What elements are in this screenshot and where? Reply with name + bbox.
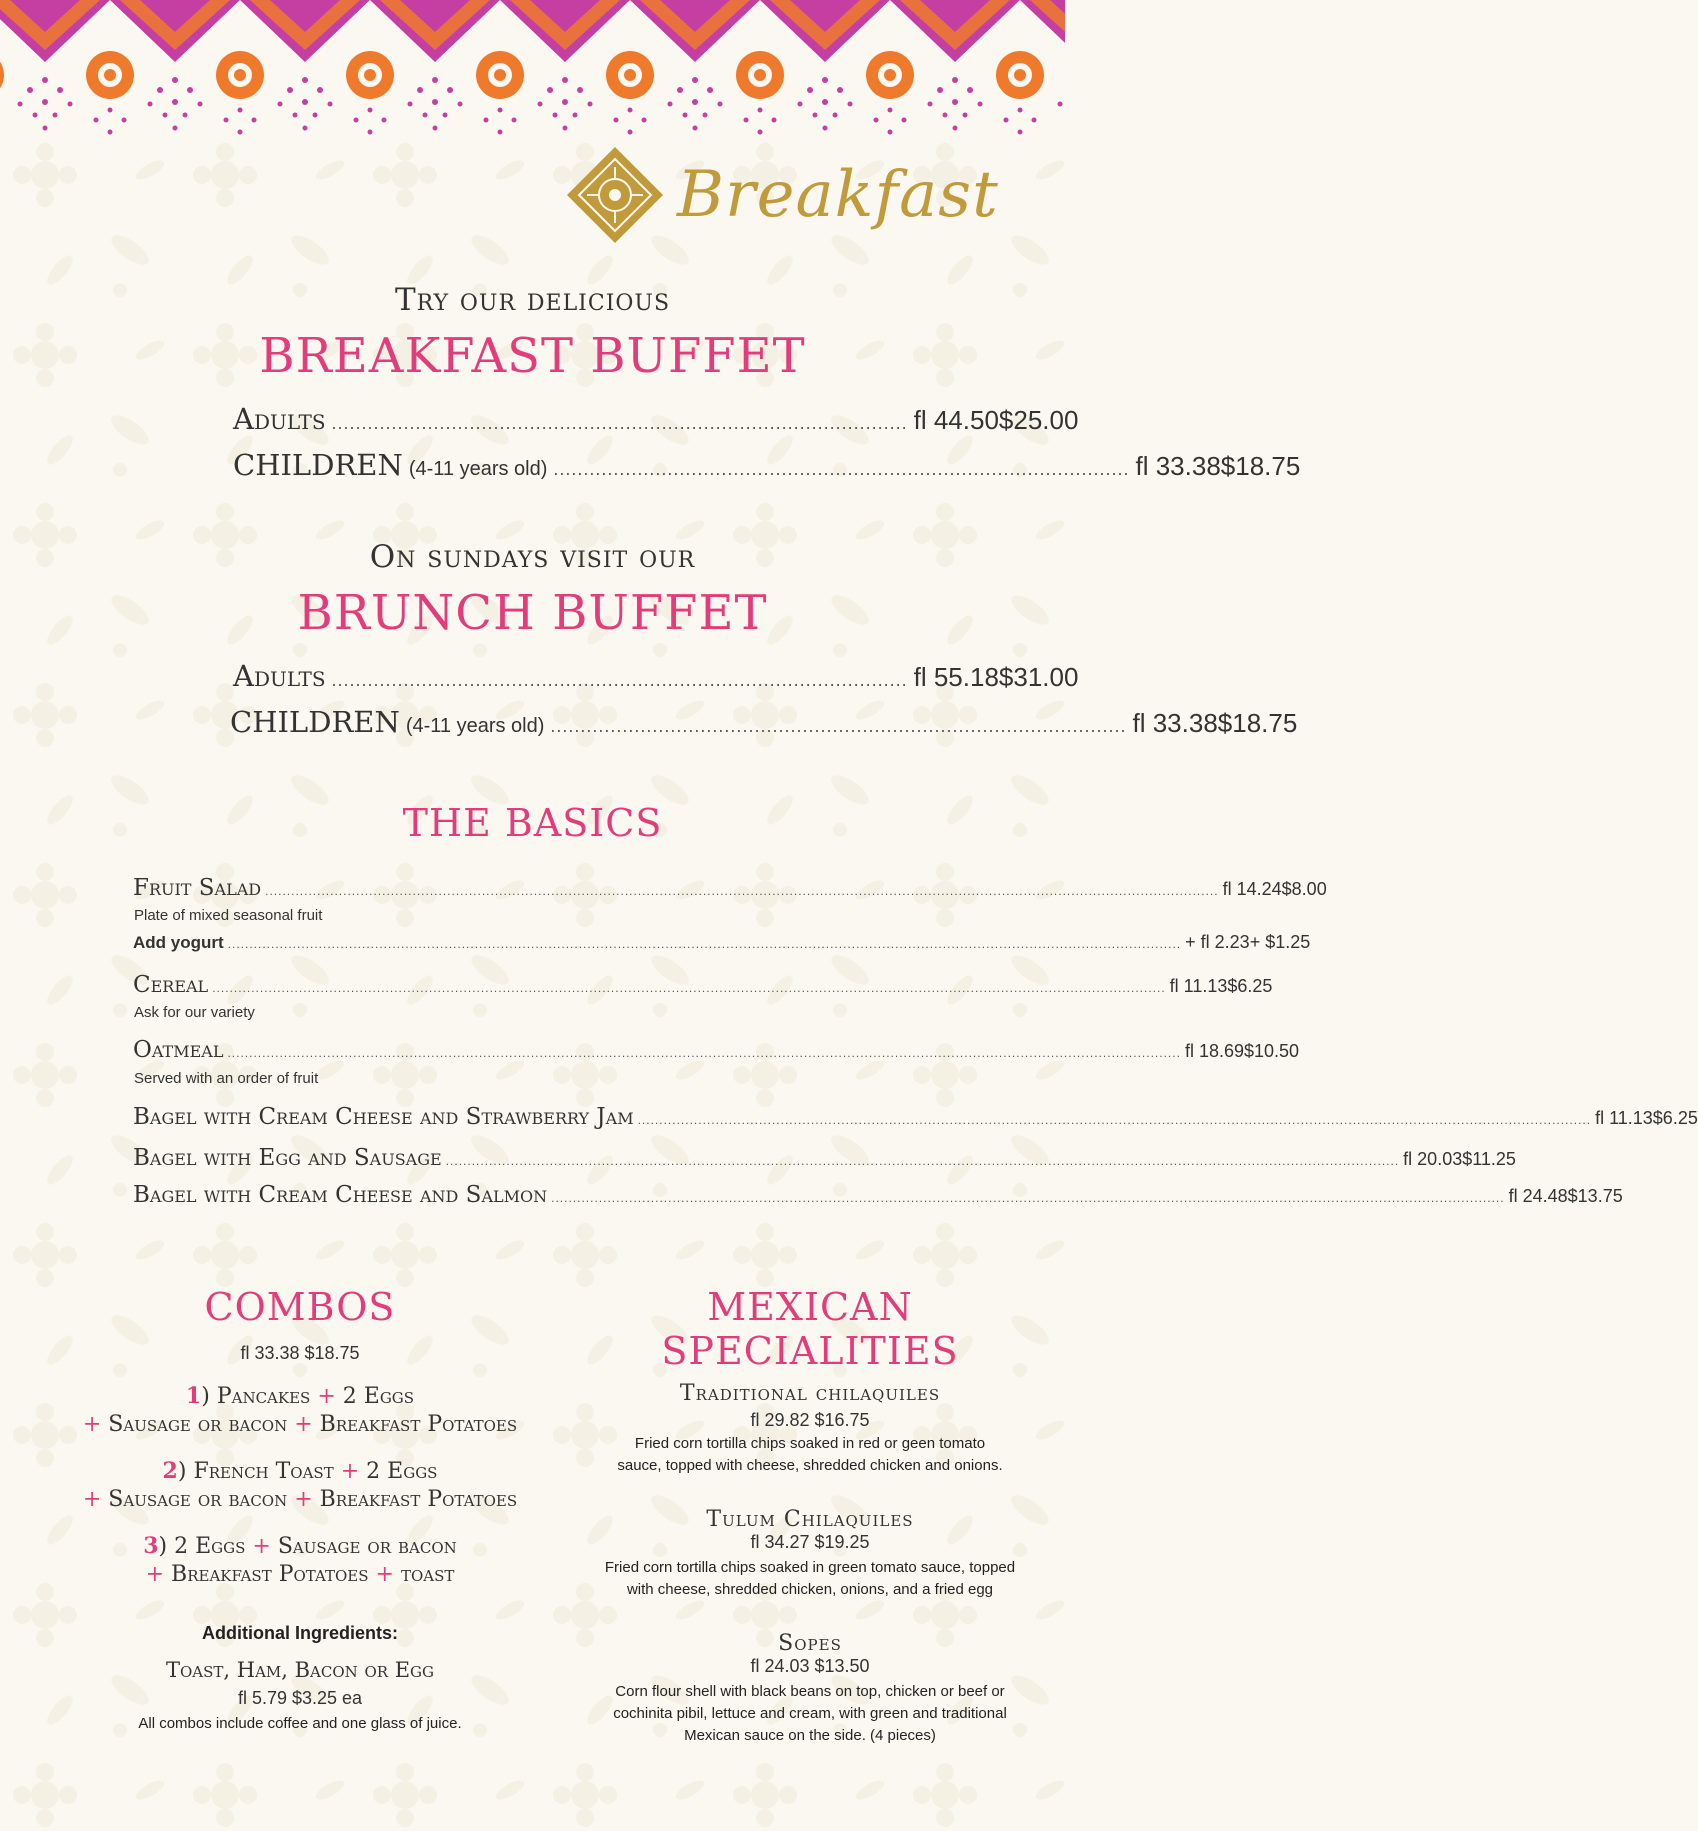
mexican-item-traditional-chilaquiles	[580, 1381, 1040, 1477]
item-name: Bagel with Cream Cheese and Strawberry Jam	[133, 1104, 634, 1130]
combo-item-3: 3) 2 Eggs + Sausage or bacon + Breakfast Potatoes + toast	[143, 1533, 457, 1587]
gold-ornament-icon	[565, 145, 665, 245]
mexican-section	[580, 1285, 1040, 1747]
dish-name: Sopes	[778, 1631, 842, 1656]
dish-desc: with cheese, shredded chicken, onions, and a fried egg	[626, 1581, 994, 1598]
basics-item-cereal: Cereal ............................................................................................................................................................................................................................ fl 11.13 $6.25	[133, 972, 1273, 998]
dish-name: Tulum Chilaquiles	[706, 1507, 914, 1532]
combo-part: Breakfast Potatoes	[319, 1487, 518, 1512]
mexican-title: MEXICAN SPECIALITIES	[661, 1285, 959, 1373]
price-label: Adults	[233, 402, 326, 436]
item-price-florin: fl 11.13	[1595, 1108, 1653, 1128]
page-title: Breakfast	[677, 158, 999, 232]
price-florin: fl 33.38	[1132, 708, 1218, 738]
breakfast-title-block	[565, 140, 999, 250]
brunch-buffet-intro: On sundays visit our	[369, 539, 696, 575]
item-name: Oatmeal	[133, 1037, 224, 1063]
breakfast-buffet-intro: Try our delicious	[394, 282, 671, 318]
price-florin: fl 44.50	[913, 405, 999, 435]
dish-desc: Mexican sauce on the side. (4 pieces)	[684, 1727, 936, 1744]
basics-item-bagel-egg: Bagel with Egg and Sausage ............................................................................................................................................................................................................................ fl 20.03 $11.25	[133, 1145, 1516, 1171]
dish-desc: Fried corn tortilla chips soaked in green tomato sauce, topped	[604, 1559, 1016, 1576]
dish-price: fl 29.82 $16.75	[750, 1410, 870, 1430]
basics-item-fruit-salad: Fruit Salad ............................................................................................................................................................................................................................ fl 14.24 $8.00	[133, 875, 1327, 901]
item-price-florin: fl 18.69	[1184, 1041, 1244, 1061]
price-usd: $18.75	[1217, 708, 1298, 738]
breakfast-children-row: CHILDREN (4-11 years old) ................................................................................................ fl 33.38 $18.75	[233, 448, 1301, 482]
basics-item-oatmeal: Oatmeal ............................................................................................................................................................................................................................ fl 18.69 $10.50	[133, 1037, 1300, 1063]
additional-ingredients-list: Toast, Ham, Bacon or Egg	[165, 1658, 435, 1682]
combo-item-1: 1) Pancakes + 2 Eggs + Sausage or bacon + Breakfast Potatoes	[82, 1383, 518, 1437]
combo-number: 1	[185, 1383, 202, 1409]
item-price-florin: fl 20.03	[1403, 1149, 1463, 1169]
dish-name: Traditional chilaquiles	[679, 1381, 941, 1406]
combo-part: 2 Eggs	[174, 1534, 246, 1559]
dish-desc: Corn flour shell with black beans on top, chicken or beef or	[615, 1683, 1005, 1700]
additional-ingredients-title: Additional Ingredients:	[202, 1623, 398, 1643]
item-price-usd: $11.25	[1462, 1149, 1516, 1169]
price-usd: $31.00	[998, 662, 1079, 692]
combo-number: 2	[162, 1458, 178, 1484]
price-usd: $25.00	[998, 405, 1079, 435]
combo-part: Breakfast Potatoes	[319, 1412, 518, 1437]
mexican-item-tulum-chilaquiles	[580, 1507, 1040, 1601]
item-price-florin: fl 14.24	[1222, 879, 1282, 899]
age-note: (4-11 years old)	[405, 715, 545, 737]
item-price-florin: fl 24.48	[1508, 1186, 1568, 1206]
combos-title: COMBOS	[204, 1285, 396, 1329]
item-price-usd: + $1.25	[1249, 932, 1311, 952]
item-price-usd: $8.00	[1281, 879, 1327, 899]
price-usd: $18.75	[1220, 451, 1301, 481]
price-label: Adults	[233, 659, 326, 693]
combo-part: Sausage or bacon	[277, 1534, 457, 1559]
item-description: Ask for our variety	[134, 1004, 255, 1021]
price-florin: fl 33.38	[1135, 451, 1221, 481]
decorative-banner	[0, 0, 1065, 150]
breakfast-adults-row: Adults ................................................................................................ fl 44.50 $25.00	[233, 402, 1079, 436]
brunch-buffet-title: BRUNCH BUFFET	[297, 585, 768, 641]
combo-part: 2 Eggs	[366, 1459, 438, 1484]
combo-part: Sausage or bacon	[108, 1487, 288, 1512]
item-price-usd: $10.50	[1243, 1041, 1300, 1061]
basics-item-add-yogurt: Add yogurt ............................................................................................................................................................................................................................ + fl 2.23 + $1.25	[133, 932, 1311, 952]
dish-price: fl 34.27 $19.25	[750, 1532, 870, 1552]
dish-desc: Fried corn tortilla chips soaked in red or geen tomato	[634, 1435, 986, 1452]
price-label: CHILDREN	[233, 448, 403, 482]
item-description: Plate of mixed seasonal fruit	[134, 907, 323, 924]
item-description: Served with an order of fruit	[134, 1070, 319, 1087]
price-florin: fl 55.18	[913, 662, 999, 692]
item-price-florin: + fl 2.23	[1185, 932, 1250, 952]
item-name: Add yogurt	[133, 933, 224, 952]
brunch-adults-row: Adults ................................................................................................ fl 55.18 $31.00	[233, 659, 1079, 693]
item-price-usd: $6.25	[1227, 976, 1273, 996]
combos-price: fl 33.38 $18.75	[240, 1343, 360, 1363]
basics-item-bagel-jam: Bagel with Cream Cheese and Strawberry Jam ............................................................................................................................................................................................................................ fl 11.13 $6.25	[133, 1104, 1698, 1130]
item-price-usd: $13.75	[1567, 1186, 1623, 1206]
dish-desc: cochinita pibil, lettuce and cream, with green and traditional	[613, 1705, 1007, 1722]
combo-number: 3	[143, 1533, 159, 1559]
brunch-children-row: CHILDREN (4-11 years old) ................................................................................................ fl 33.38 $18.75	[230, 705, 1298, 739]
item-name: Bagel with Egg and Sausage	[133, 1145, 442, 1171]
breakfast-buffet-title: BREAKFAST BUFFET	[259, 328, 806, 384]
item-name: Cereal	[133, 972, 209, 998]
basics-title: THE BASICS	[402, 801, 663, 845]
combo-part: toast	[400, 1562, 455, 1587]
item-name: Bagel with Cream Cheese and Salmon	[133, 1182, 548, 1208]
price-label: CHILDREN	[230, 705, 400, 739]
combo-item-2: 2) French Toast + 2 Eggs + Sausage or bacon + Breakfast Potatoes	[82, 1458, 518, 1512]
combo-part: French Toast	[193, 1459, 334, 1484]
combo-part: Breakfast Potatoes	[171, 1562, 369, 1587]
age-note: (4-11 years old)	[408, 458, 548, 480]
basics-item-bagel-salmon: Bagel with Cream Cheese and Salmon ............................................................................................................................................................................................................................ fl 24.48 $13.75	[133, 1182, 1623, 1208]
dish-desc: sauce, topped with cheese, shredded chicken and onions.	[617, 1457, 1003, 1474]
item-price-florin: fl 11.13	[1169, 976, 1228, 996]
combo-part: Pancakes	[216, 1384, 311, 1409]
additional-ingredients-price: fl 5.79 $3.25 ea	[237, 1688, 363, 1708]
mexican-item-sopes	[580, 1631, 1040, 1747]
item-name: Fruit Salad	[133, 875, 262, 901]
combo-part: 2 Eggs	[342, 1384, 415, 1409]
dish-price: fl 24.03 $13.50	[750, 1656, 870, 1676]
combos-section	[30, 1285, 570, 1735]
combos-footnote: All combos include coffee and one glass of juice.	[138, 1715, 462, 1732]
combo-part: Sausage or bacon	[108, 1412, 288, 1437]
item-price-usd: $6.25	[1652, 1108, 1698, 1128]
